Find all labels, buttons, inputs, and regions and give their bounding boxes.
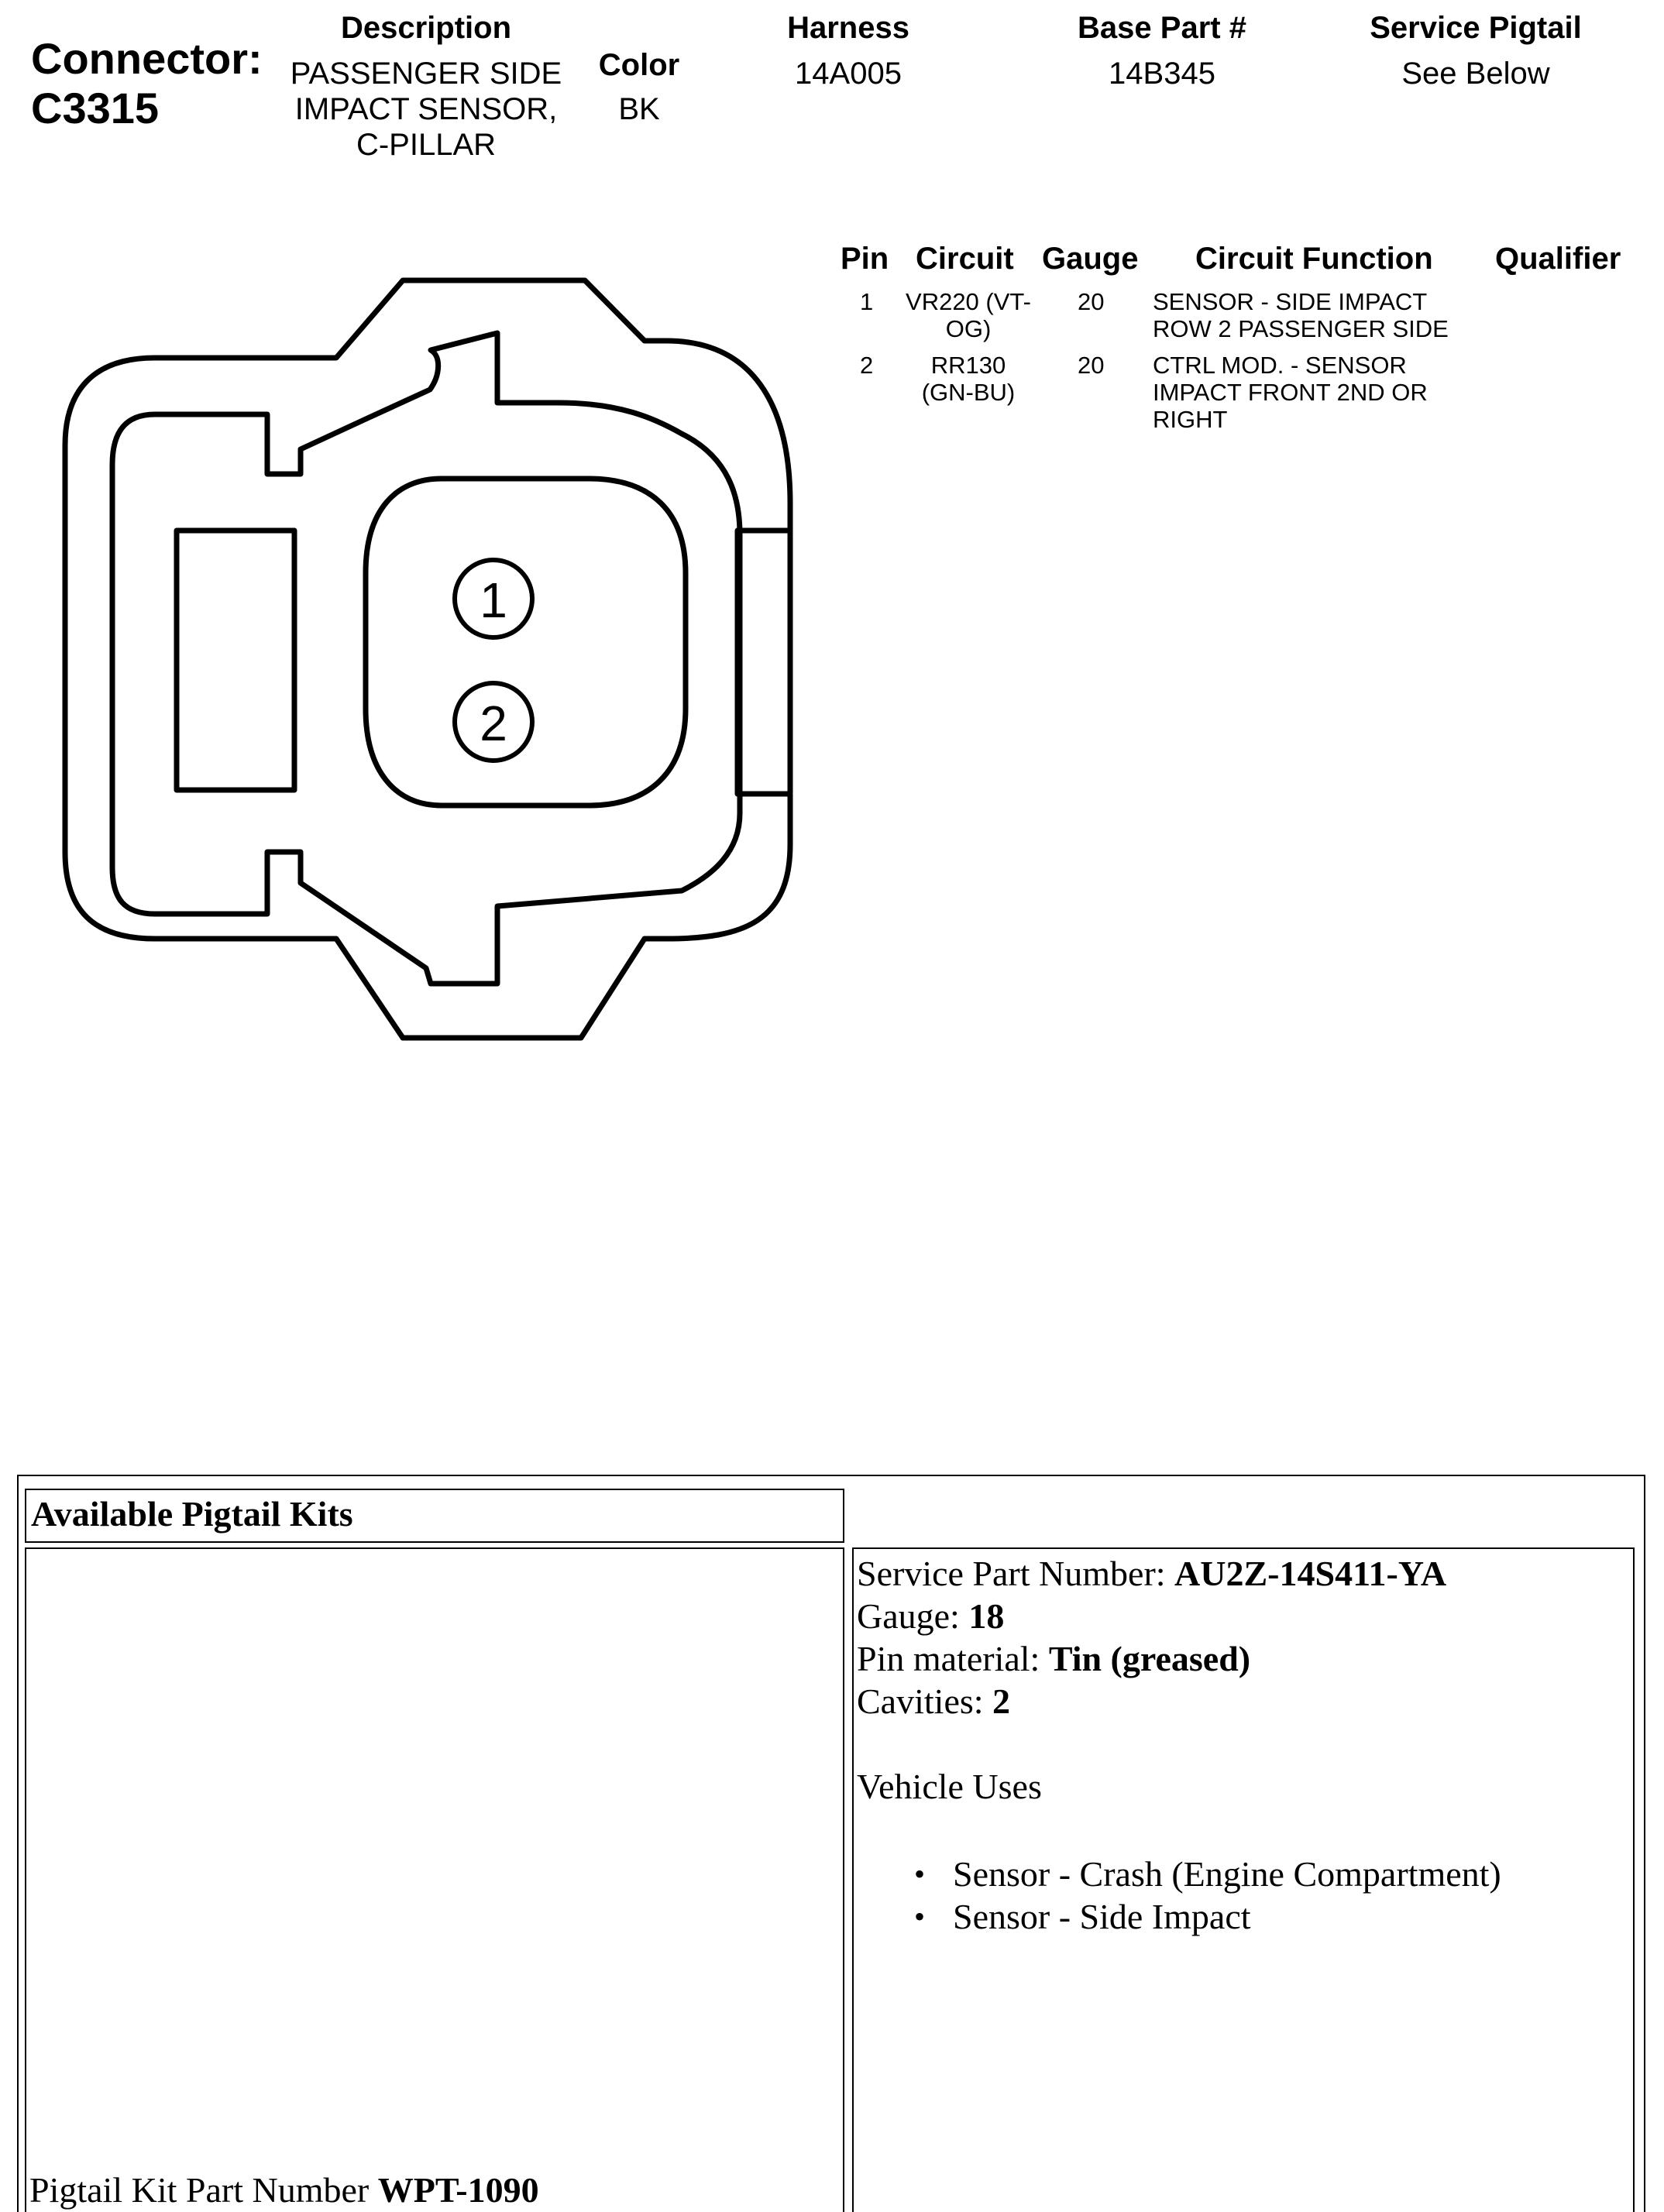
gauge-cell: 20 <box>1078 288 1105 315</box>
circuit-line: OG) <box>945 315 992 342</box>
base-part-header: Base Part # <box>1078 11 1246 45</box>
qualifier-header: Qualifier <box>1495 242 1621 276</box>
circuit-cell <box>899 288 1038 342</box>
function-line: CTRL MOD. - SENSOR <box>1153 352 1407 379</box>
service-part-value: AU2Z-14S411-YA <box>1174 1554 1447 1593</box>
gauge-line <box>857 1595 1624 1637</box>
function-line: IMPACT FRONT 2ND OR <box>1153 379 1428 406</box>
vehicle-uses-label: Vehicle Uses <box>857 1767 1042 1806</box>
harness-value: 14A005 <box>795 57 902 91</box>
pigtail-left-cell <box>25 1547 844 2212</box>
pin-number: 2 <box>860 352 874 379</box>
harness-header: Harness <box>787 11 909 45</box>
circuit-header: Circuit <box>916 242 1014 276</box>
pin-material-value: Tin (greased) <box>1048 1639 1251 1678</box>
pin-header: Pin <box>841 242 889 276</box>
gauge-header: Gauge <box>1042 242 1139 276</box>
circuit-line: VR220 (VT- <box>906 288 1031 315</box>
function-line: SENSOR - SIDE IMPACT <box>1153 288 1428 315</box>
function-cell <box>1153 352 1428 433</box>
circuit-cell <box>899 352 1038 406</box>
pigtail-details <box>857 1552 1624 1938</box>
description-line: PASSENGER SIDE <box>290 57 562 91</box>
base-part-value: 14B345 <box>1109 57 1215 91</box>
vehicle-uses-list <box>857 1853 1624 1938</box>
cavities-label: Cavities: <box>857 1681 984 1721</box>
service-part-label: Service Part Number: <box>857 1554 1166 1593</box>
table-row <box>837 352 1611 437</box>
kit-part-label: Pigtail Kit Part Number <box>29 2170 370 2210</box>
housing-inner <box>112 333 740 984</box>
color-value: BK <box>618 92 660 126</box>
gauge-cell: 20 <box>1078 352 1105 379</box>
connector-id: C3315 <box>31 84 160 132</box>
pin-2-label: 2 <box>480 696 507 751</box>
connector-label: Connector: <box>31 34 263 83</box>
pin-number: 1 <box>860 288 874 315</box>
connector-diagram <box>0 0 852 1084</box>
service-part-line <box>857 1552 1624 1595</box>
housing-outer <box>65 280 790 1038</box>
description-line: IMPACT SENSOR, <box>294 92 558 126</box>
function-line: ROW 2 PASSENGER SIDE <box>1153 315 1449 342</box>
service-pigtail-header: Service Pigtail <box>1370 11 1582 45</box>
table-row <box>837 288 1611 350</box>
kit-part-value: WPT-1090 <box>377 2170 539 2210</box>
pin-material-line <box>857 1637 1624 1680</box>
cavities-value: 2 <box>992 1681 1011 1721</box>
description-header: Description <box>340 11 512 45</box>
circuit-line: (GN-BU) <box>921 379 1016 406</box>
function-cell <box>1153 288 1449 342</box>
gauge-label: Gauge: <box>857 1596 960 1636</box>
key-slot <box>177 531 294 790</box>
color-header: Color <box>598 48 680 82</box>
circuit-function-header: Circuit Function <box>1195 242 1433 276</box>
pigtail-kit-part <box>29 2169 539 2211</box>
cavities-line <box>857 1680 1624 1723</box>
pin-1-label: 1 <box>480 572 507 628</box>
gauge-value: 18 <box>968 1596 1005 1636</box>
circuit-line: RR130 <box>930 352 1006 379</box>
description-line: C-PILLAR <box>356 128 497 162</box>
pin-material-label: Pin material: <box>857 1639 1040 1678</box>
list-item: • Sensor - Side Impact <box>857 1895 1624 1938</box>
latch-tab <box>737 531 790 794</box>
service-pigtail-value: See Below <box>1401 57 1550 91</box>
pin-cavity <box>366 479 686 805</box>
function-line: RIGHT <box>1153 406 1228 433</box>
list-item: • Sensor - Crash (Engine Compartment) <box>857 1853 1624 1895</box>
pigtail-title: Available Pigtail Kits <box>31 1494 353 1534</box>
